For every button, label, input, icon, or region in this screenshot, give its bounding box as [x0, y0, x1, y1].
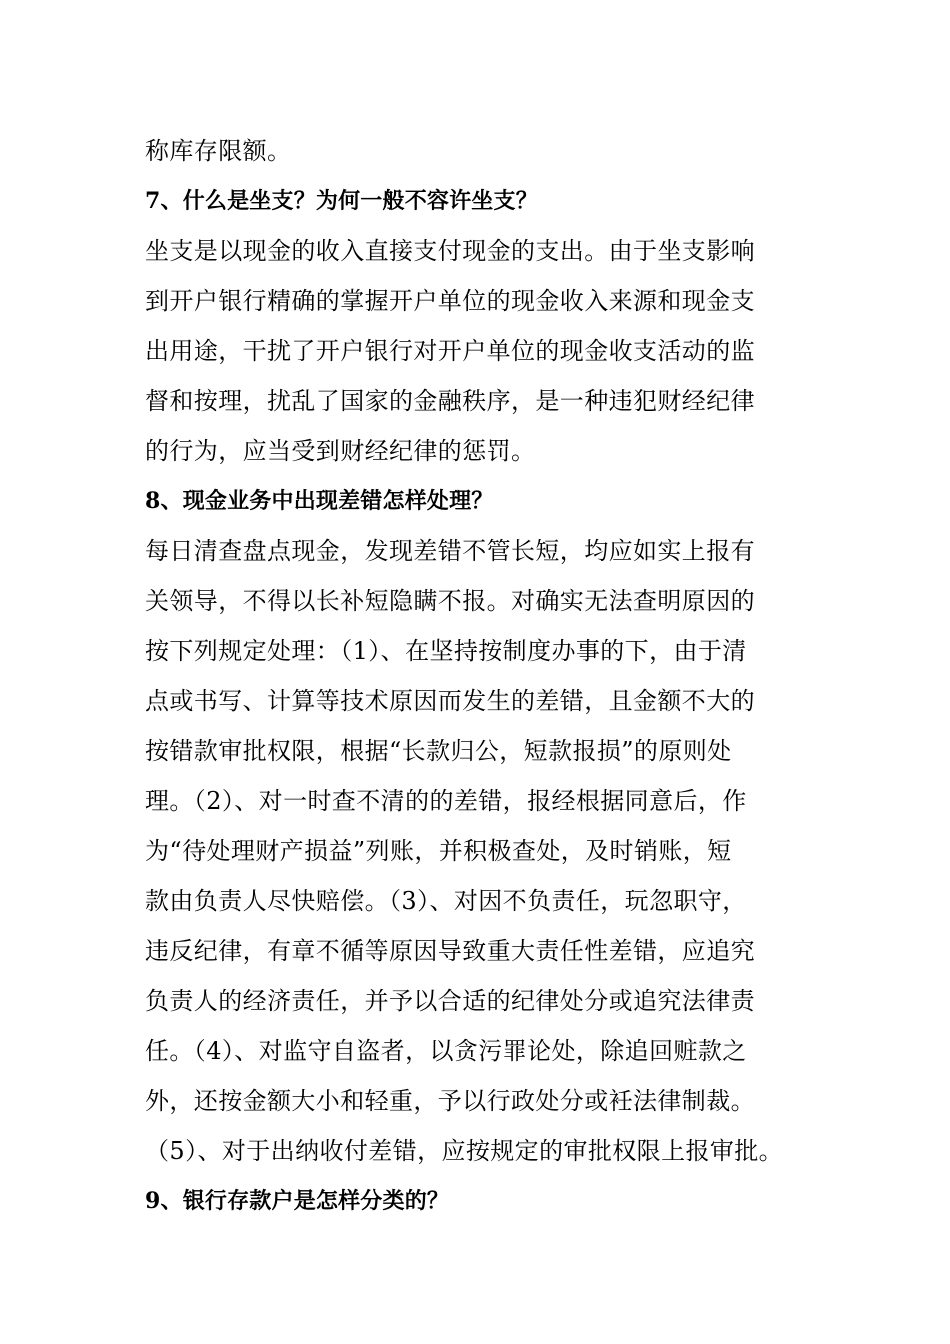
text-line: 到开户银行精确的掌握开户单位的现金收入来源和现金支 [145, 287, 755, 315]
text-line: 坐支是以现金的收入直接支付现金的支出。由于坐支影响 [145, 237, 755, 265]
text-line: 为“待处理财产损益”列账，并积极查处，及时销账，短 [145, 837, 732, 865]
question-heading: 8、现金业务中出现差错怎样处理？ [145, 488, 494, 514]
question-heading: 9、银行存款户是怎样分类的？ [145, 1188, 450, 1214]
text-line: 外，还按金额大小和轻重，予以行政处分或衽法律制裁。 [145, 1087, 755, 1115]
question-heading: 7、什么是坐支？为何一般不容许坐支？ [145, 188, 538, 214]
text-line: 的行为，应当受到财经纪律的惩罚。 [145, 437, 536, 465]
text-line: 称库存限额。 [145, 137, 292, 165]
text-line: 按下列规定处理：（1）、在坚持按制度办事的下，由于清 [145, 637, 747, 665]
text-line: 任。（4）、对监守自盗者，以贪污罪论处，除追回赃款之 [145, 1037, 747, 1065]
text-line: 按错款审批权限，根据“长款归公，短款报损”的原则处 [145, 737, 732, 765]
text-line: 违反纪律，有章不循等原因导致重大责任性差错，应追究 [145, 937, 755, 965]
text-line: 关领导，不得以长补短隐瞒不报。对确实无法查明原因的 [145, 587, 755, 615]
text-line: 点或书写、计算等技术原因而发生的差错，且金额不大的 [145, 687, 755, 715]
text-line: 出用途，干扰了开户银行对开户单位的现金收支活动的监 [145, 337, 755, 365]
text-line: 理。（2）、对一时查不清的的差错，报经根据同意后，作 [145, 787, 747, 815]
text-line: 款由负责人尽快赔偿。（3）、对因不负责任，玩忽职守， [145, 887, 747, 915]
text-line: 督和按理，扰乱了国家的金融秩序，是一种违犯财经纪律 [145, 387, 755, 415]
text-line: （5）、对于出纳收付差错，应按规定的审批权限上报审批。 [145, 1137, 784, 1165]
text-line: 负责人的经济责任，并予以合适的纪律处分或追究法律责 [145, 987, 755, 1015]
text-line: 每日清查盘点现金，发现差错不管长短，均应如实上报有 [145, 537, 755, 565]
